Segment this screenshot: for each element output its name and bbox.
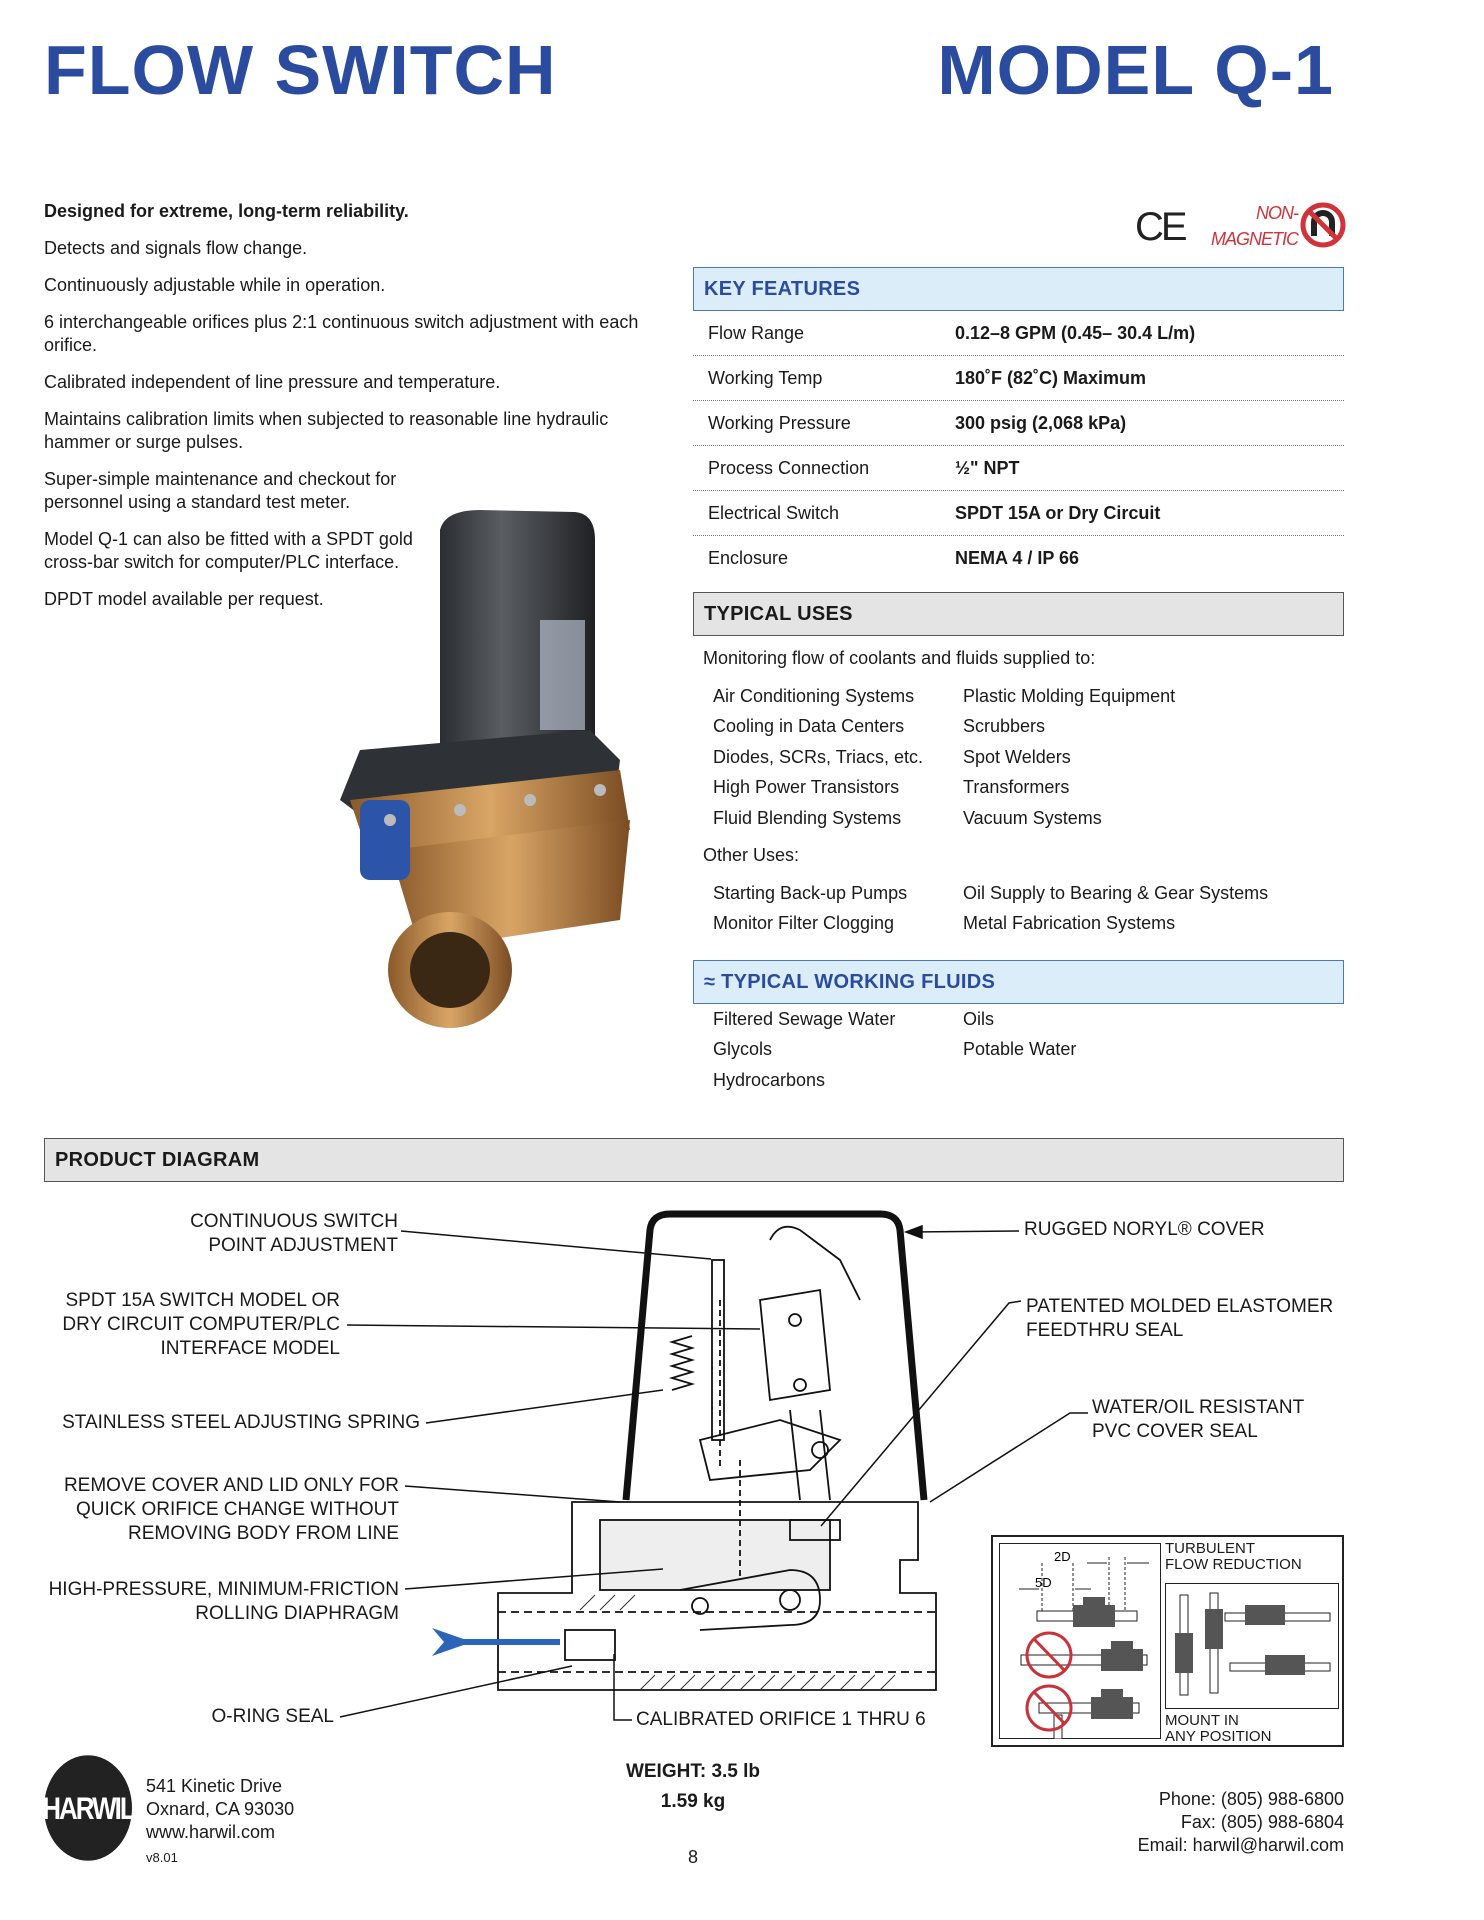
page-title: FLOW SWITCH — [44, 31, 557, 109]
label-diaphragm — [49, 1578, 399, 1626]
fluid-item: Oils — [963, 1009, 994, 1029]
feature-value: NEMA 4 / IP 66 — [955, 548, 1080, 568]
intro-point: Calibrated independent of line pressure and temperature. — [44, 372, 501, 392]
weight — [543, 1757, 843, 1817]
phone: Phone: (805) 988-6800 — [1158, 1789, 1344, 1809]
intro-point: Detects and signals flow change. — [44, 238, 308, 258]
waves-icon: ≈ — [704, 971, 716, 993]
label-line: HIGH-PRESSURE, MINIMUM-FRICTION — [48, 1579, 399, 1600]
use-item: Monitor Filter Clogging — [713, 913, 895, 933]
use-item: Air Conditioning Systems — [713, 686, 915, 706]
use-item: Vacuum Systems — [963, 808, 1102, 828]
label-line: PATENTED MOLDED ELASTOMER — [1026, 1296, 1334, 1317]
weight-lb: WEIGHT: 3.5 lb — [625, 1761, 761, 1782]
label-line: ANY POSITION — [1165, 1728, 1272, 1745]
ce-mark: CE — [1135, 205, 1185, 249]
fluid-item: Hydrocarbons — [713, 1070, 826, 1090]
label-line: SPDT 15A SWITCH MODEL OR — [65, 1290, 340, 1311]
label-spring: STAINLESS STEEL ADJUSTING SPRING — [62, 1412, 420, 1433]
email-link[interactable]: Email: harwil@harwil.com — [1137, 1835, 1344, 1855]
label-remove-cover — [64, 1474, 399, 1546]
harwil-logo: HARWIL — [44, 1755, 132, 1861]
feature-key: Process Connection — [708, 458, 870, 478]
feature-value: 180˚F (82˚C) Maximum — [955, 368, 1147, 388]
label-line: WATER/OIL RESISTANT — [1092, 1397, 1305, 1418]
label-5d: 5D — [1035, 1575, 1052, 1590]
fluid-item: Potable Water — [963, 1039, 1077, 1059]
feature-value: ½" NPT — [955, 458, 1020, 478]
use-item: Spot Welders — [963, 747, 1071, 767]
use-item: Metal Fabrication Systems — [963, 913, 1176, 933]
other-uses-label: Other Uses: — [703, 845, 800, 865]
feature-key: Flow Range — [708, 323, 805, 343]
fluid-item: Glycols — [713, 1039, 773, 1059]
label-line: DRY CIRCUIT COMPUTER/PLC — [62, 1314, 340, 1335]
model-title: MODEL Q-1 — [937, 31, 1334, 109]
address-line: 541 Kinetic Drive — [146, 1776, 283, 1796]
use-item: Starting Back-up Pumps — [713, 883, 908, 903]
mount-label — [1165, 1713, 1271, 1745]
intro-point: Super-simple maintenance and checkout for personnel using a standard test meter. — [44, 469, 397, 512]
use-item: Plastic Molding Equipment — [963, 686, 1176, 706]
non-magnetic-line: NON- — [1256, 203, 1298, 223]
fluid-item: Filtered Sewage Water — [713, 1009, 896, 1029]
page-number: 8 — [687, 1847, 698, 1867]
label-feedthru — [1026, 1295, 1333, 1343]
version: v8.01 — [146, 1850, 178, 1865]
contact — [1138, 1788, 1344, 1857]
label-cover-seal — [1092, 1396, 1304, 1444]
label-line: REMOVE COVER AND LID ONLY FOR — [63, 1475, 399, 1496]
label-cover: RUGGED NORYL® COVER — [1024, 1219, 1265, 1240]
label-line: QUICK ORIFICE CHANGE WITHOUT — [76, 1499, 399, 1520]
use-item: High Power Transistors — [713, 777, 900, 797]
use-item: Diodes, SCRs, Triacs, etc. — [713, 747, 924, 767]
website-link[interactable]: www.harwil.com — [146, 1822, 276, 1842]
label-2d: 2D — [1054, 1549, 1071, 1564]
intro-headline: Designed for extreme, long-term reliability. — [44, 201, 409, 221]
label-line: POINT ADJUSTMENT — [208, 1235, 398, 1256]
use-item: Cooling in Data Centers — [713, 716, 905, 736]
fluids-title: TYPICAL WORKING FLUIDS — [721, 971, 996, 993]
mount-position-figure — [1165, 1583, 1339, 1709]
label-line: CONTINUOUS SWITCH — [190, 1211, 398, 1232]
intro-point: Model Q-1 can also be fitted with a SPDT gold cross-bar switch for computer/PLC interface. — [44, 529, 413, 572]
feature-key: Enclosure — [708, 548, 789, 568]
feature-key: Working Temp — [708, 368, 823, 388]
turbulent-label — [1165, 1541, 1302, 1573]
typical-uses-header: TYPICAL USES — [693, 592, 1344, 636]
use-item: Transformers — [963, 777, 1070, 797]
label-line: FLOW REDUCTION — [1165, 1556, 1302, 1573]
label-line: FEEDTHRU SEAL — [1026, 1320, 1184, 1341]
feature-key: Working Pressure — [708, 413, 851, 433]
feature-value: 300 psig (2,068 kPa) — [955, 413, 1127, 433]
label-switch-point — [190, 1210, 398, 1258]
use-item: Scrubbers — [963, 716, 1046, 736]
label-spdt — [62, 1289, 340, 1361]
turbulent-flow-figure — [999, 1543, 1161, 1739]
label-line: MOUNT IN — [1165, 1712, 1239, 1729]
intro-point: 6 interchangeable orifices plus 2:1 continuous switch adjustment with each orifice. — [44, 312, 639, 355]
key-features-header: KEY FEATURES — [693, 267, 1344, 311]
feature-value: SPDT 15A or Dry Circuit — [955, 503, 1161, 523]
intro-point: DPDT model available per request. — [44, 589, 324, 609]
intro-point: Continuously adjustable while in operation. — [44, 275, 386, 295]
weight-kg: 1.59 kg — [660, 1791, 726, 1812]
uses-intro: Monitoring flow of coolants and fluids supplied to: — [703, 648, 1096, 668]
use-item: Oil Supply to Bearing & Gear Systems — [963, 883, 1269, 903]
feature-value: 0.12–8 GPM (0.45– 30.4 L/m) — [955, 323, 1196, 343]
installation-box — [991, 1535, 1344, 1747]
fax: Fax: (805) 988-6804 — [1180, 1812, 1344, 1832]
label-line: REMOVING BODY FROM LINE — [128, 1523, 399, 1544]
non-magnetic-line: MAGNETIC — [1210, 229, 1298, 249]
label-oring: O-RING SEAL — [211, 1706, 334, 1727]
address — [146, 1775, 294, 1844]
label-line: ROLLING DIAPHRAGM — [195, 1603, 399, 1624]
intro-point: Maintains calibration limits when subjected to reasonable line hydraulic hammer or surge pulses. — [44, 409, 609, 452]
product-diagram-header: PRODUCT DIAGRAM — [44, 1138, 1344, 1182]
label-line: TURBULENT — [1165, 1540, 1256, 1557]
label-line: PVC COVER SEAL — [1092, 1421, 1258, 1442]
use-item: Fluid Blending Systems — [713, 808, 902, 828]
feature-key: Electrical Switch — [708, 503, 840, 523]
label-orifice: CALIBRATED ORIFICE 1 THRU 6 — [636, 1709, 926, 1730]
address-line: Oxnard, CA 93030 — [146, 1799, 295, 1819]
label-line: INTERFACE MODEL — [160, 1338, 340, 1359]
